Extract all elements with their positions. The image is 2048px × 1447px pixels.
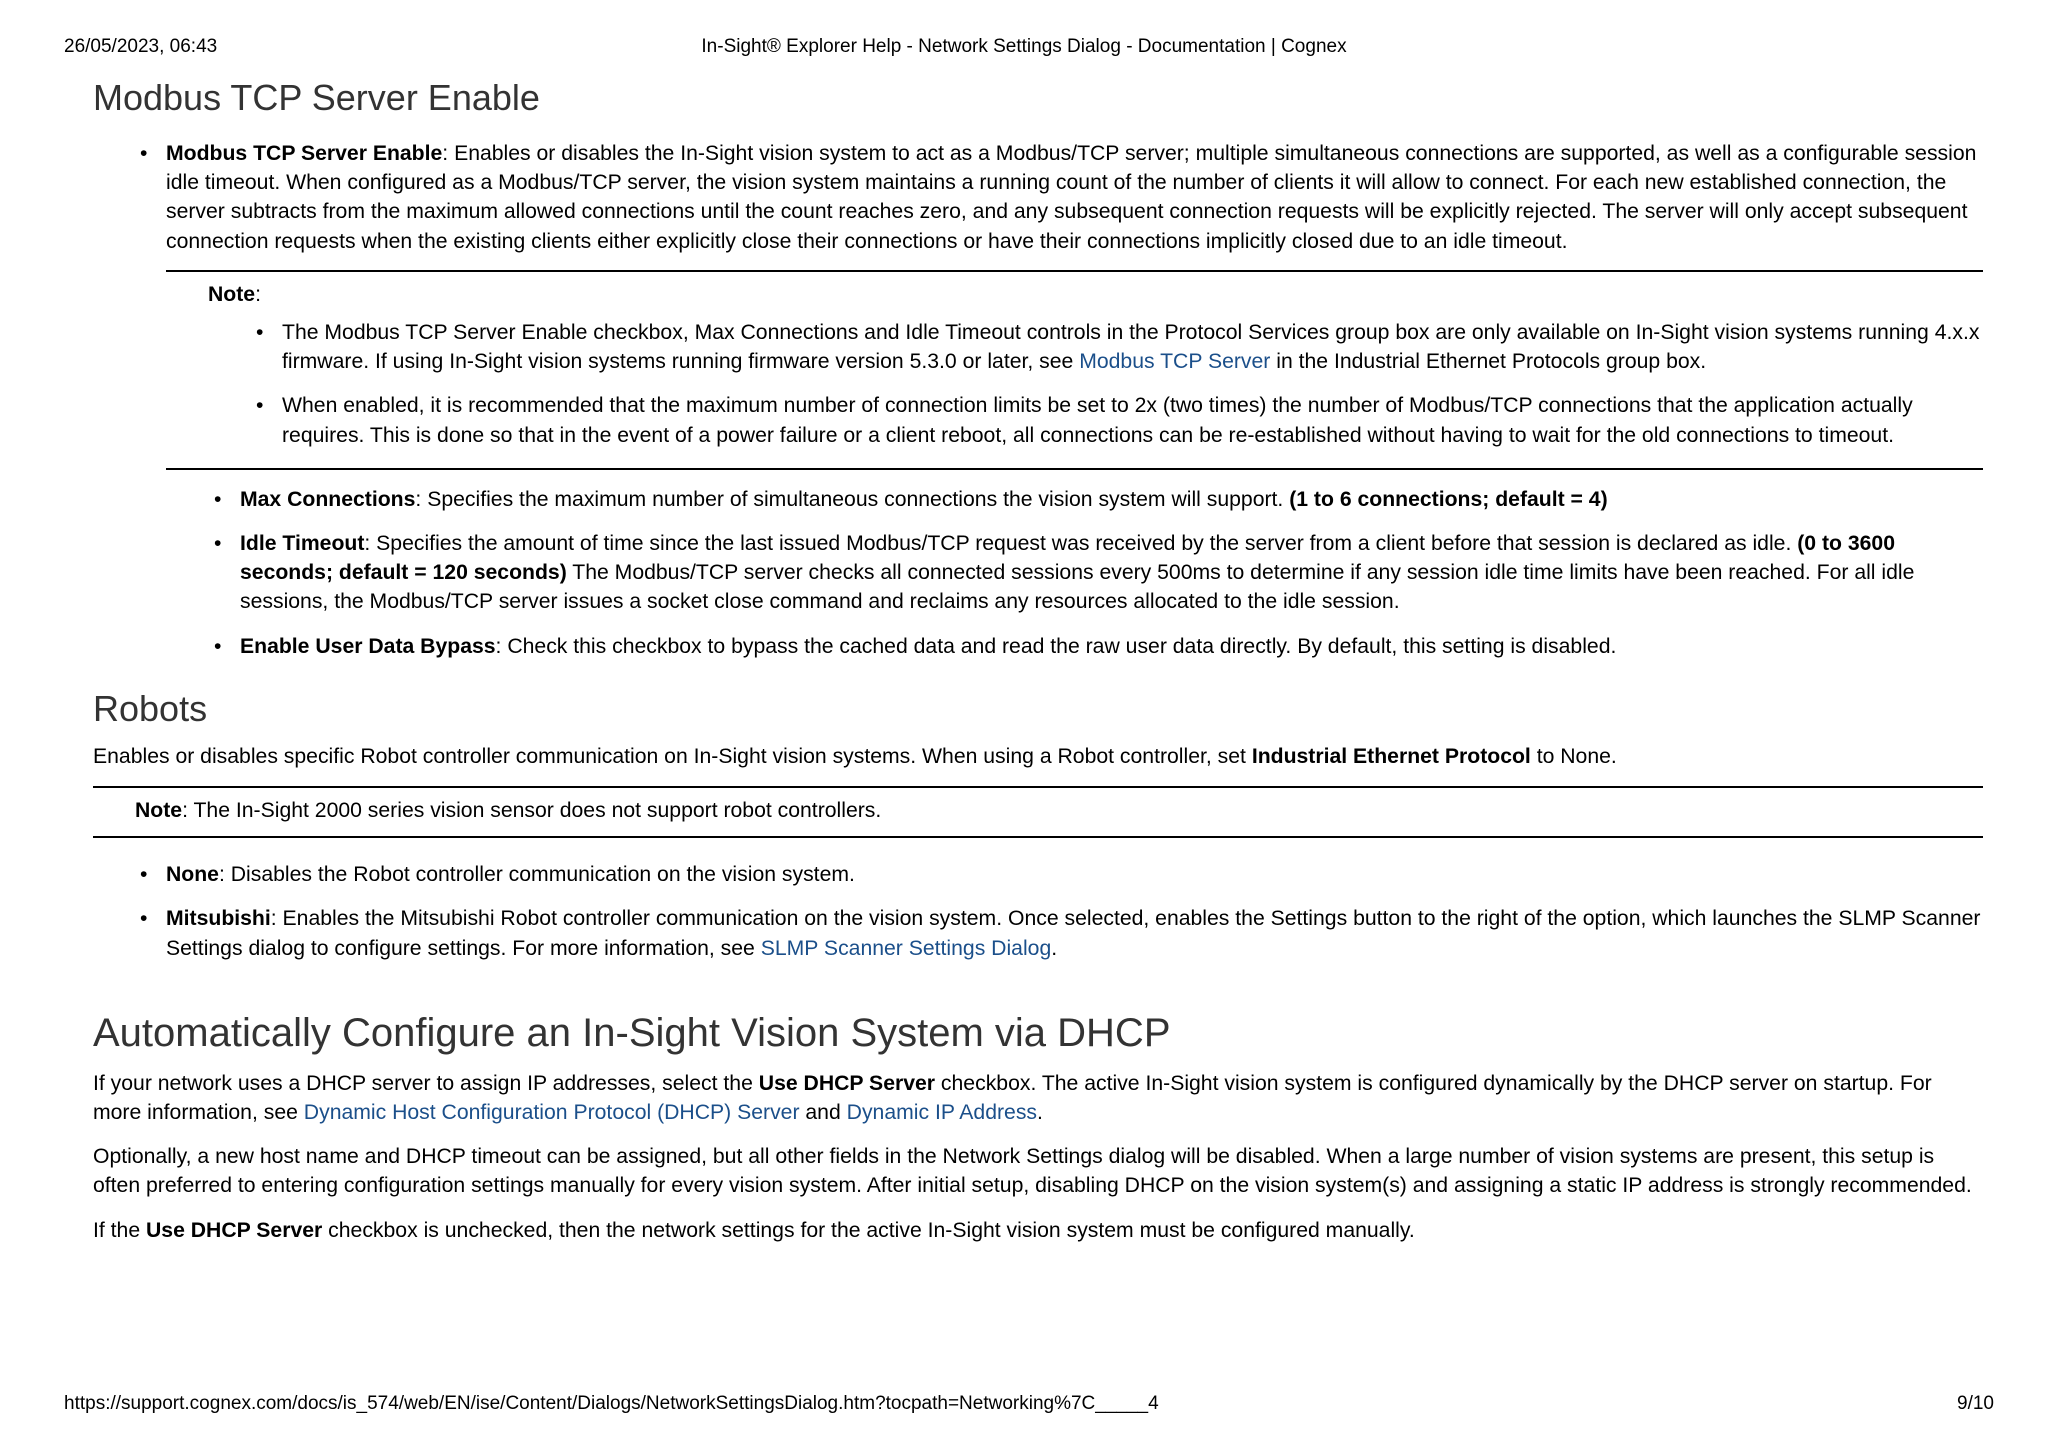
robot-mitsubishi-label: Mitsubishi <box>166 907 271 931</box>
robot-mitsubishi-text: : Enables the Mitsubishi Robot controller communication on the vision system. Once selected, enables the Settings button to the right of the option, which launches the SLMP Scanner Settings dialog to configure settings. For more information, see <box>166 907 1981 960</box>
dhcp-p1-text-b: checkbox. The active In-Sight vision system is configured dynamically by the DHCP server on startup. For more information, see <box>93 1071 1932 1125</box>
modbus-enable-label: Modbus TCP Server Enable <box>166 142 443 165</box>
note-item-firmware <box>282 318 1983 376</box>
print-url: https://support.cognex.com/docs/is_574/web/EN/ise/Content/Dialogs/NetworkSettingsDialog.htm?tocpath=Networking%7C_____4 <box>64 1393 1159 1414</box>
page-number: 9/10 <box>1957 1393 1994 1414</box>
dhcp-p3-text: If the <box>93 1218 146 1242</box>
idle-timeout-item <box>240 529 1983 617</box>
modbus-heading: Modbus TCP Server Enable <box>93 77 540 118</box>
robot-none-label: None <box>166 863 219 887</box>
idle-timeout-range: (0 to 3600 seconds; default = 120 seconds) <box>240 532 1895 585</box>
print-page-title: In-Sight® Explorer Help - Network Settings Dialog - Documentation | Cognex <box>701 36 1347 57</box>
robots-intro-bold: Industrial Ethernet Protocol <box>1251 744 1531 768</box>
user-data-bypass-text: : Check this checkbox to bypass the cached data and read the raw user data directly. By default, this setting is disabled. <box>495 634 1617 658</box>
modbus-note <box>166 270 1983 470</box>
user-data-bypass-item <box>240 632 1983 661</box>
robots-intro-end: to None. <box>1530 744 1617 768</box>
idle-timeout-text: : Specifies the amount of time since the last issued Modbus/TCP request was received by the server from a client before that session is declared as idle. <box>364 532 1798 556</box>
dhcp-paragraph-2: Optionally, a new host name and DHCP timeout can be assigned, but all other fields in the Network Settings dialog will be disabled. When a large number of vision systems are present, this setup is often preferred to entering configuration settings manually for every vision system. After initial setup, disabling DHCP on the vision system(s) and assigning a static IP address is strongly recommended. <box>93 1145 1972 1198</box>
idle-timeout-text-end: The Modbus/TCP server checks all connected sessions every 500ms to determine if any session idle time limits have been reached. For all idle sessions, the Modbus/TCP server issues a socket close command and reclaims any resources allocated to the idle session. <box>240 561 1915 614</box>
robots-note-label: Note <box>135 799 183 823</box>
note-item-connection-limits-text: When enabled, it is recommended that the maximum number of connection limits be set to 2x (two times) the number of Modbus/TCP connections that the application actually requires. This is done so that in the event of a power failure or a client reboot, all connections can be re-established without having to wait for the old connections to timeout. <box>282 394 1913 447</box>
max-connections-label: Max Connections <box>240 487 416 511</box>
note-item-firmware-text-end: in the Industrial Ethernet Protocols group box. <box>1270 350 1707 374</box>
robot-none-text: : Disables the Robot controller communication on the vision system. <box>218 863 855 887</box>
dhcp-p1-bold: Use DHCP Server <box>758 1071 936 1095</box>
dhcp-p1-text: If your network uses a DHCP server to assign IP addresses, select the <box>93 1071 759 1095</box>
note-label: Note <box>208 282 256 306</box>
max-connections-range: (1 to 6 connections; default = 4) <box>1289 487 1608 511</box>
max-connections-item <box>240 485 1983 514</box>
dhcp-server-link[interactable]: Dynamic Host Configuration Protocol (DHCP) Server <box>303 1101 800 1125</box>
note-item-connection-limits <box>282 391 1983 449</box>
robots-list <box>166 860 1983 963</box>
idle-timeout-label: Idle Timeout <box>240 532 365 556</box>
dhcp-p3-text-b: checkbox is unchecked, then the network settings for the active In-Sight vision system must be configured manually. <box>322 1218 1415 1242</box>
dynamic-ip-address-link[interactable]: Dynamic IP Address <box>846 1101 1038 1125</box>
robots-note <box>93 786 1983 838</box>
robots-note-text: : The In-Sight 2000 series vision sensor does not support robot controllers. <box>182 799 882 823</box>
max-connections-text: : Specifies the maximum number of simultaneous connections the vision system will support. <box>415 487 1290 511</box>
robots-intro-text: Enables or disables specific Robot controller communication on In-Sight vision systems. When using a Robot controller, set <box>93 744 1252 768</box>
modbus-enable-item <box>166 139 1983 256</box>
robot-none-item <box>166 860 1983 889</box>
document-body <box>93 70 1983 1245</box>
dhcp-heading: Automatically Configure an In-Sight Vision System via DHCP <box>93 1010 1171 1055</box>
robots-heading: Robots <box>93 687 208 729</box>
robots-intro <box>93 742 1983 771</box>
dhcp-p1-end: . <box>1037 1101 1043 1125</box>
note-list <box>282 318 1983 450</box>
dhcp-paragraph-1 <box>93 1069 1983 1127</box>
dhcp-paragraph-3 <box>93 1216 1983 1245</box>
modbus-settings-list <box>240 485 1983 661</box>
print-date: 26/05/2023, 06:43 <box>64 36 218 57</box>
dhcp-p3-bold: Use DHCP Server <box>146 1218 323 1242</box>
note-colon: : <box>255 282 261 306</box>
dhcp-p1-and: and <box>799 1101 847 1125</box>
modbus-list <box>166 139 1983 256</box>
modbus-tcp-server-link[interactable]: Modbus TCP Server <box>1079 350 1271 374</box>
robot-mitsubishi-end: . <box>1051 936 1058 960</box>
user-data-bypass-label: Enable User Data Bypass <box>240 634 496 658</box>
modbus-enable-text: : Enables or disables the In-Sight vision system to act as a Modbus/TCP server; multiple simultaneous connections are supported, as well as a configurable session idle timeout. When configured as a Modbus/TCP server, the vision system maintains a running count of the number of clients it will allow to connect. For each new established connection, the server subtracts from the maximum allowed connections until the count reaches zero, and any subsequent connection requests will be explicitly rejected. The server will only accept subsequent connection requests when the existing clients either explicitly close their connections or have their connections implicitly closed due to an idle timeout. <box>166 142 1977 253</box>
note-item-firmware-text: The Modbus TCP Server Enable checkbox, Max Connections and Idle Timeout controls in the Protocol Services group box are only available on In-Sight vision systems running 4.x.x firmware. If using In-Sight vision systems running firmware version 5.3.0 or later, see <box>282 321 1980 374</box>
slmp-scanner-settings-link[interactable]: SLMP Scanner Settings Dialog <box>760 936 1052 960</box>
robot-mitsubishi-item <box>166 904 1983 962</box>
